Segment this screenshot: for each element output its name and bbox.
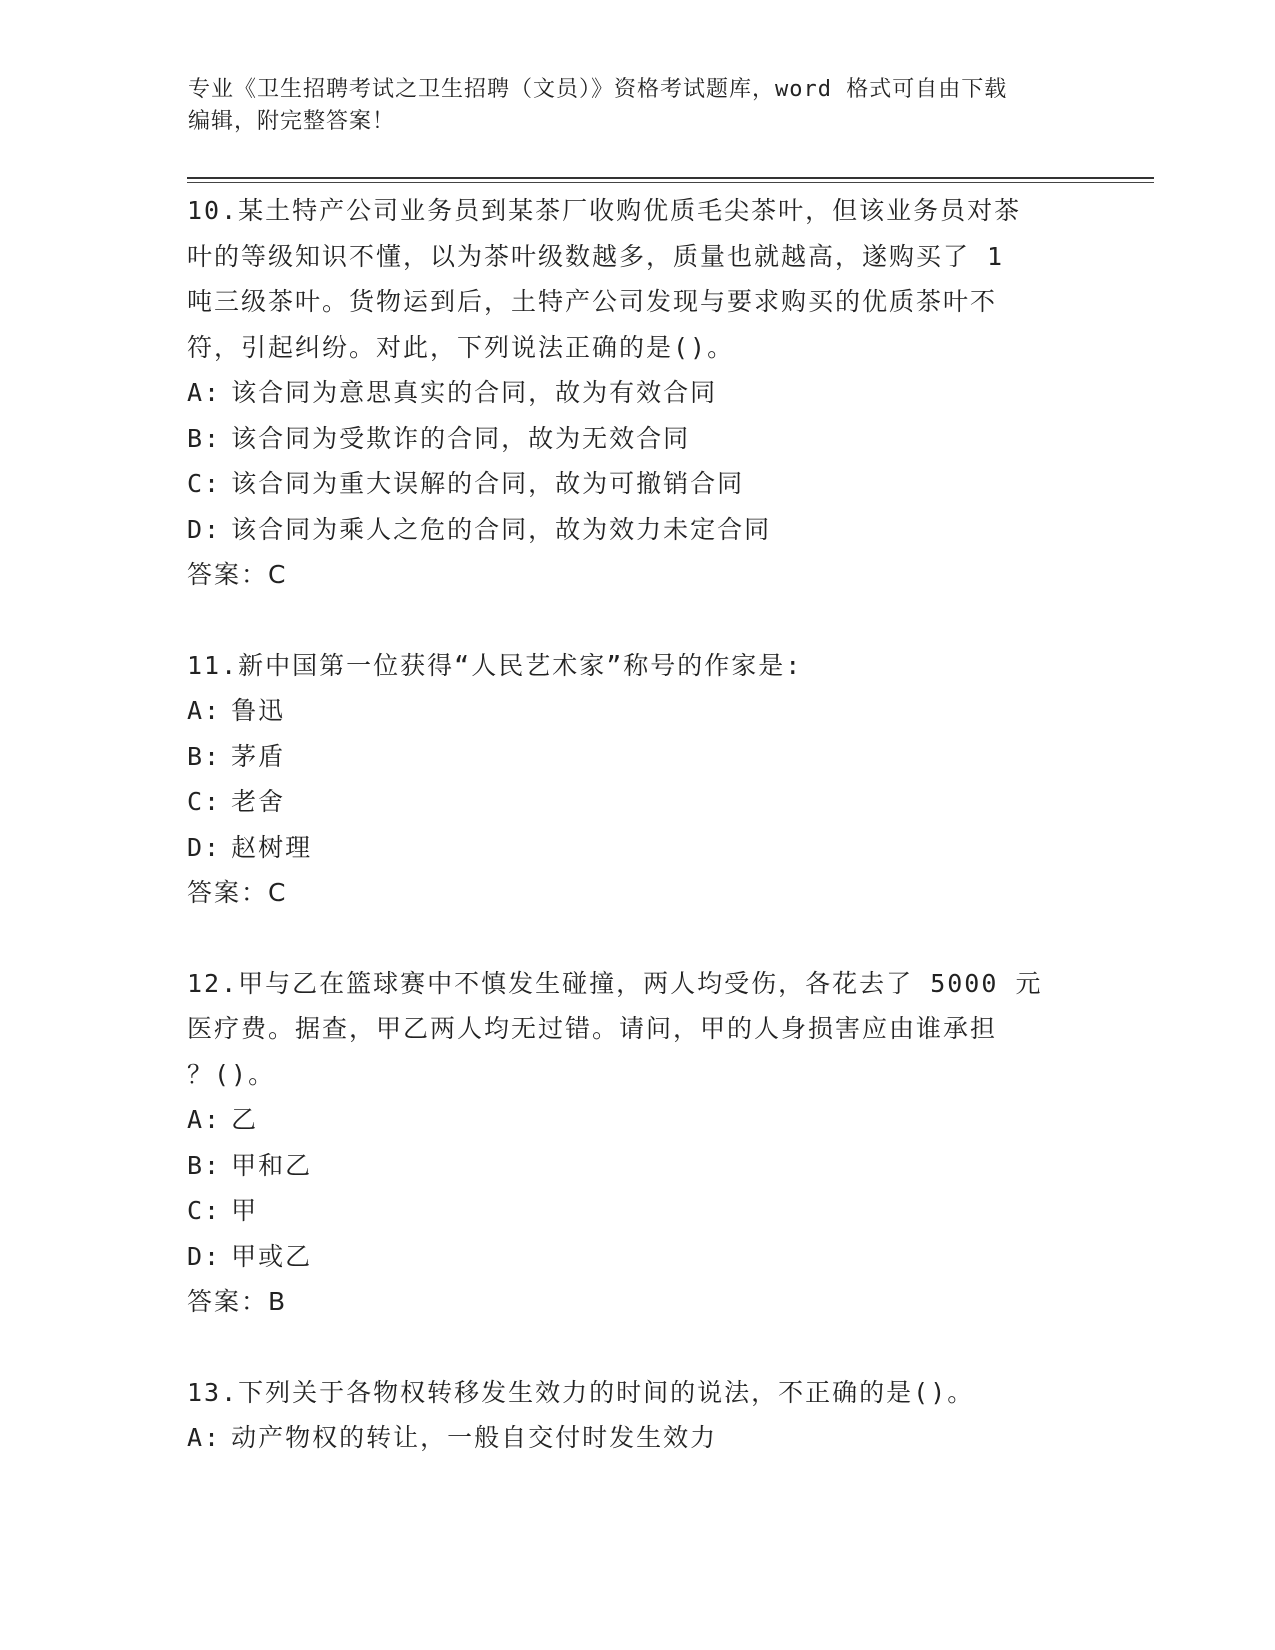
question-stem-line: 13.下列关于各物权转移发生效力的时间的说法，不正确的是()。 <box>187 1377 975 1407</box>
option-text: 茅盾 <box>231 741 286 771</box>
option-text: 赵树理 <box>231 832 313 862</box>
option-d <box>187 507 1087 553</box>
option-text: 该合同为重大误解的合同，故为可撤销合同 <box>231 469 745 498</box>
option-label: D: <box>187 832 222 862</box>
option-text: 老舍 <box>231 787 286 816</box>
question-item <box>187 188 1087 598</box>
option-label: A: <box>187 378 222 407</box>
option-d <box>187 825 1087 871</box>
option-text: 甲 <box>231 1196 259 1225</box>
option-a <box>187 1097 1087 1143</box>
option-text: 鲁迅 <box>231 696 286 725</box>
option-label: D: <box>187 514 222 544</box>
header-divider <box>187 177 1154 179</box>
question-item <box>187 643 1087 916</box>
option-text: 甲和乙 <box>231 1150 313 1180</box>
option-a <box>187 1415 1087 1461</box>
option-c <box>187 1188 1087 1234</box>
option-b <box>187 416 1087 462</box>
option-text: 该合同为意思真实的合同，故为有效合同 <box>231 378 718 407</box>
question-stem-line: 10.某土特产公司业务员到某茶厂收购优质毛尖茶叶，但该业务员对茶 <box>187 196 1022 225</box>
question-list <box>187 188 1087 1506</box>
option-label: A: <box>187 696 222 725</box>
option-c <box>187 461 1087 507</box>
option-label: D: <box>187 1241 222 1271</box>
option-label: B: <box>187 741 222 771</box>
option-a <box>187 688 1087 734</box>
question-stem-line: 12.甲与乙在篮球赛中不慎发生碰撞，两人均受伤，各花去了 5000 元 <box>187 968 1043 998</box>
header-line: 专业《卫生招聘考试之卫生招聘（文员）》资格考试题库，word 格式可自由下载 <box>188 77 1008 102</box>
option-d <box>187 1234 1087 1280</box>
question-stem-line: 医疗费。据查，甲乙两人均无过错。请问，甲的人身损害应由谁承担 <box>187 1014 998 1043</box>
answer-line: 答案：C <box>187 878 288 907</box>
option-label: A: <box>187 1423 222 1452</box>
option-b <box>187 1143 1087 1189</box>
header-divider-thin <box>187 182 1154 183</box>
option-text: 甲或乙 <box>231 1241 313 1271</box>
option-label: C: <box>187 469 222 498</box>
option-label: A: <box>187 1105 222 1134</box>
option-label: B: <box>187 1150 222 1180</box>
option-c <box>187 779 1087 825</box>
question-stem-line: 符，引起纠纷。对此，下列说法正确的是()。 <box>187 332 735 362</box>
question-stem-line: 吨三级茶叶。货物运到后，土特产公司发现与要求购买的优质茶叶不 <box>187 287 998 316</box>
question-stem-line: 11.新中国第一位获得“人民艺术家”称号的作家是: <box>187 650 803 680</box>
question-item <box>187 1370 1087 1461</box>
option-label: C: <box>187 787 222 816</box>
question-item <box>187 961 1087 1325</box>
document-header <box>188 74 1088 138</box>
header-line: 编辑，附完整答案！ <box>188 109 396 134</box>
option-a <box>187 370 1087 416</box>
option-label: C: <box>187 1196 222 1225</box>
question-stem-line: ？()。 <box>187 1059 276 1089</box>
option-b <box>187 734 1087 780</box>
option-text: 该合同为受欺诈的合同，故为无效合同 <box>231 423 691 453</box>
answer-line: 答案：B <box>187 1287 288 1316</box>
answer-line: 答案：C <box>187 560 288 589</box>
option-label: B: <box>187 423 222 453</box>
option-text: 动产物权的转让，一般自交付时发生效力 <box>231 1423 718 1452</box>
option-text: 乙 <box>231 1105 259 1134</box>
option-text: 该合同为乘人之危的合同，故为效力未定合同 <box>231 514 772 544</box>
question-stem-line: 叶的等级知识不懂，以为茶叶级数越多，质量也就越高，遂购买了 1 <box>187 241 1005 271</box>
